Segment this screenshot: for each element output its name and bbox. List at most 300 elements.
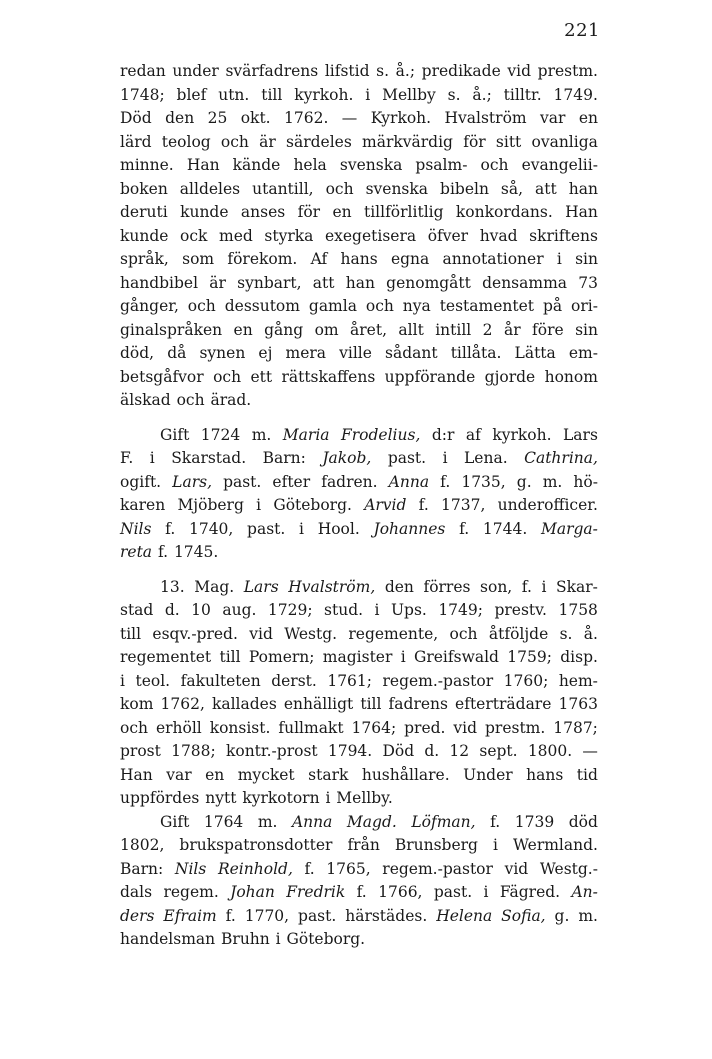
text-line	[120, 670, 598, 694]
italic-word: Marga-	[540, 519, 598, 538]
word: enhälligt	[283, 695, 354, 713]
italic-word: Lars,	[172, 472, 212, 491]
word: ovanliga	[531, 132, 598, 151]
word: är	[209, 273, 226, 292]
word: före	[532, 320, 564, 339]
word: prestm.	[537, 62, 598, 80]
italic-word: reta	[120, 543, 153, 561]
word: kyrkoh.	[294, 85, 354, 104]
word: dals	[120, 883, 153, 901]
word: fakulteten	[180, 671, 261, 690]
word: kontr.-prost	[225, 742, 318, 760]
word: s.	[447, 85, 461, 104]
word: och	[365, 297, 394, 315]
word: intill	[435, 320, 472, 339]
word: stud.	[324, 601, 364, 619]
word: densamma	[482, 273, 568, 292]
paragraph	[120, 60, 598, 413]
word: Gift	[160, 425, 190, 444]
word: fadren.	[321, 472, 378, 491]
word: Skarstad.	[171, 449, 247, 467]
text-line	[120, 84, 598, 108]
word: prestv.	[494, 601, 547, 619]
word: Wermland.	[512, 836, 598, 854]
italic-word: Maria	[282, 425, 330, 444]
word: för	[297, 203, 321, 221]
word: 1802,	[120, 836, 165, 854]
word: kom	[120, 695, 154, 713]
word: m.	[542, 472, 563, 491]
word: Fägred.	[499, 883, 561, 901]
italic-word: Efraim	[163, 906, 217, 925]
paragraph	[120, 424, 598, 565]
word: stark	[308, 765, 349, 784]
text-line	[120, 154, 598, 178]
text-line	[120, 471, 598, 495]
text-line	[120, 599, 598, 623]
word: g.	[516, 472, 532, 491]
text-line	[120, 717, 598, 741]
word: i	[256, 496, 262, 514]
word: prost	[120, 742, 161, 760]
word: past.	[247, 519, 286, 538]
word: ginalspråken	[120, 320, 223, 339]
word: kyrkoh.	[492, 425, 552, 444]
text-line	[120, 518, 598, 542]
italic-word: Frodelius,	[341, 425, 421, 444]
word: g.	[554, 906, 570, 925]
word: i	[541, 577, 547, 596]
word: Pomern;	[248, 648, 315, 666]
word: teolog	[161, 132, 211, 151]
word: död,	[120, 344, 155, 362]
word: i	[149, 449, 155, 467]
word: m.	[578, 906, 598, 925]
word: past.	[298, 906, 337, 925]
italic-word: Lars	[243, 577, 279, 596]
word: anses	[240, 203, 286, 221]
word: Han	[120, 765, 153, 784]
word: 13.	[160, 577, 185, 596]
word: 1762,	[160, 695, 205, 713]
text-line	[120, 858, 598, 882]
word: tid	[576, 765, 598, 784]
word: i	[483, 883, 489, 901]
word: i	[325, 789, 331, 807]
word: exegetisera	[324, 226, 417, 245]
word: å.;	[472, 85, 492, 104]
text-line	[120, 693, 598, 717]
italic-word: Magd.	[346, 812, 397, 831]
word: betsgåfvor	[120, 367, 204, 386]
word: uppförande	[384, 367, 476, 386]
word: var	[540, 109, 566, 127]
word: han	[345, 273, 375, 292]
word: ogift.	[120, 472, 162, 491]
word: hela	[293, 156, 327, 174]
word: vid	[504, 859, 529, 878]
word: erhöll	[155, 718, 202, 737]
text-line	[120, 811, 598, 835]
word: Han	[186, 156, 220, 174]
word: Skar-	[556, 577, 598, 596]
word: regementet	[120, 648, 212, 666]
word: Gift	[160, 812, 190, 831]
text-line	[120, 295, 598, 319]
text-line	[120, 494, 598, 518]
text-line	[120, 342, 598, 366]
word: f.	[165, 519, 176, 538]
word: till	[219, 648, 241, 666]
word: å.	[583, 624, 598, 643]
word: disp.	[560, 648, 598, 666]
word: Mag.	[194, 577, 235, 596]
paragraph-spacer	[120, 413, 598, 424]
word: 1748;	[120, 85, 165, 104]
word: deruti	[120, 203, 168, 221]
word: 1749;	[438, 601, 483, 619]
word: Ups.	[390, 601, 427, 619]
word: s.	[376, 62, 390, 80]
word: lifstid	[324, 62, 370, 80]
word: märkvärdig	[362, 132, 453, 151]
word: Greifswald	[413, 648, 499, 666]
word: 1762.	[284, 109, 329, 127]
word: mera	[285, 344, 327, 362]
word: dessutom	[224, 297, 300, 315]
word: gamla	[308, 297, 357, 315]
italic-word: Sofia,	[501, 906, 546, 925]
word: esqv.-pred.	[152, 624, 238, 643]
word: med	[219, 226, 253, 245]
word: handelsman	[120, 930, 216, 948]
word: utantill,	[252, 179, 314, 198]
word: predikade	[421, 62, 501, 80]
text-line	[120, 178, 598, 202]
word: Lätta	[514, 344, 556, 362]
word: ock	[180, 226, 208, 245]
word: en	[205, 765, 225, 784]
word: 1763	[558, 695, 598, 713]
body-text	[120, 60, 598, 952]
page-number: 221	[564, 20, 600, 41]
word: honom	[544, 367, 598, 386]
word: 1770,	[244, 906, 290, 925]
text-line	[120, 646, 598, 670]
word: regem.	[163, 883, 219, 901]
word: em-	[568, 344, 598, 362]
word: under	[172, 62, 219, 80]
word: är	[259, 132, 276, 151]
word: hushållare.	[361, 765, 450, 784]
word: vid	[507, 62, 532, 80]
word: sin	[575, 250, 598, 268]
word: förres	[423, 577, 471, 596]
text-line	[120, 576, 598, 600]
word: Mellby.	[336, 789, 393, 807]
word: då	[167, 344, 187, 362]
text-line	[120, 764, 598, 788]
text-line	[120, 881, 598, 905]
word: skriftens	[529, 226, 598, 245]
word: Hool.	[317, 519, 360, 538]
word: 1744.	[482, 519, 528, 538]
italic-word: An-	[571, 883, 598, 901]
word: f.	[418, 496, 429, 514]
word: f.	[356, 883, 367, 901]
word: derst.	[271, 671, 317, 690]
word: 1800.	[527, 742, 573, 760]
word: Kyrkoh.	[370, 109, 432, 127]
word: kallades	[211, 695, 277, 713]
word: af	[465, 425, 481, 444]
word: den	[384, 577, 414, 596]
word: hans	[340, 250, 378, 268]
word: i	[400, 648, 406, 666]
word: Göteborg.	[286, 930, 366, 948]
word: ej	[258, 344, 273, 362]
word: 1794.	[327, 742, 373, 760]
word: nya	[402, 297, 431, 315]
word: styrka	[264, 226, 314, 245]
italic-word: Nils	[174, 859, 207, 878]
word: 1749.	[553, 85, 598, 104]
italic-word: ders	[120, 906, 155, 925]
word: 1788;	[171, 742, 216, 760]
word: alldeles	[179, 179, 241, 198]
word: 1758	[558, 601, 598, 619]
word: svenska	[339, 156, 403, 174]
word: efterträdare	[455, 695, 552, 713]
word: evangelii-	[521, 156, 598, 174]
word: 12	[449, 742, 470, 760]
word: och	[120, 718, 148, 737]
word: från	[347, 836, 380, 854]
italic-word: Helena	[436, 906, 493, 925]
word: hvad	[479, 226, 518, 245]
text-line	[120, 60, 598, 84]
word: som	[182, 250, 215, 268]
word: och	[187, 297, 216, 315]
word: allt	[398, 320, 424, 339]
text-line	[120, 107, 598, 131]
word: brukspatronsdotter	[179, 836, 333, 854]
word: och	[220, 132, 249, 151]
word: att	[535, 179, 557, 198]
word: svenska	[365, 179, 429, 198]
word: konsist.	[209, 718, 271, 737]
word: rättskaffens	[281, 367, 376, 386]
word: åtföljde	[488, 624, 549, 643]
word: vid	[453, 718, 478, 737]
word: Barn:	[120, 859, 164, 878]
word: till	[360, 695, 382, 713]
word: tillförlitlig	[363, 203, 444, 221]
word: gånger,	[120, 297, 179, 315]
word: kunde	[120, 226, 169, 245]
word: och	[449, 624, 478, 643]
word: Han	[565, 203, 598, 221]
word: Westg.-	[539, 859, 598, 878]
word: så,	[500, 179, 524, 198]
italic-word: Johannes	[373, 519, 446, 538]
word: efter	[272, 472, 311, 491]
word: i	[275, 930, 281, 948]
word: Af	[310, 250, 328, 268]
word: Barn:	[262, 449, 306, 467]
word: och	[176, 391, 205, 409]
word: 1737,	[441, 496, 486, 514]
word: ori-	[571, 297, 598, 315]
word: kyrkotorn	[242, 789, 320, 807]
word: var	[166, 765, 192, 784]
word: 1760;	[503, 671, 549, 690]
word: 1724	[200, 425, 241, 444]
word: Hvalström	[444, 109, 527, 127]
word: 1739	[514, 812, 555, 831]
word: den	[165, 109, 195, 127]
word: 1764	[203, 812, 244, 831]
word: en	[578, 109, 598, 127]
word: 1735,	[461, 472, 506, 491]
word: d.	[164, 601, 180, 619]
text-line	[120, 623, 598, 647]
word: i	[120, 671, 125, 690]
word: 1759;	[507, 648, 552, 666]
word: år	[503, 320, 521, 339]
word: mycket	[237, 765, 295, 784]
word: Göteborg.	[273, 496, 352, 514]
word: okt.	[240, 109, 271, 127]
word: i	[442, 449, 448, 467]
italic-word: Jakob,	[322, 449, 372, 467]
word: tilltr.	[503, 85, 542, 104]
word: psalm-	[415, 156, 468, 174]
text-line	[120, 225, 598, 249]
word: regemente,	[348, 624, 439, 643]
word: 10	[191, 601, 211, 619]
word: älskad	[120, 391, 171, 409]
text-line	[120, 541, 598, 565]
word: m.	[251, 425, 272, 444]
text-line	[120, 928, 598, 952]
word: i	[493, 836, 498, 854]
word: annotationer	[442, 250, 544, 268]
word: f.	[440, 472, 451, 491]
word: språk,	[120, 250, 169, 268]
word: minne.	[120, 156, 174, 174]
word: —	[341, 109, 358, 127]
word: Under	[463, 765, 513, 784]
word: 1766,	[378, 883, 423, 901]
paragraph	[120, 576, 598, 952]
word: regem.-pastor	[382, 859, 493, 878]
italic-word: Reinhold,	[217, 859, 293, 878]
italic-word: Nils	[120, 519, 152, 538]
word: och	[480, 156, 509, 174]
italic-word: Arvid	[364, 496, 407, 514]
italic-word: Hvalström,	[288, 577, 376, 596]
word: ärad.	[210, 391, 252, 409]
word: 1745.	[173, 543, 219, 561]
word: f.	[490, 812, 501, 831]
word: f.	[459, 519, 470, 538]
word: testamentet	[439, 297, 535, 315]
word: teol.	[135, 671, 171, 690]
word: ett	[250, 367, 273, 386]
word: Mjöberg	[177, 496, 244, 514]
word: å.;	[395, 62, 416, 80]
word: ville	[339, 344, 372, 362]
word: Död	[120, 109, 152, 127]
word: redan	[120, 62, 166, 80]
word: 25	[207, 109, 228, 127]
word: f.	[225, 906, 236, 925]
word: stad	[120, 601, 154, 619]
word: om	[314, 320, 339, 339]
word: —	[582, 742, 598, 760]
word: boken	[120, 179, 168, 198]
word: han	[568, 179, 598, 198]
word: svärfadrens	[225, 62, 319, 80]
italic-word: Löfman,	[411, 812, 476, 831]
word: utn.	[218, 85, 250, 104]
word: i	[374, 601, 380, 619]
text-line	[120, 905, 598, 929]
word: 1765,	[326, 859, 371, 878]
word: Lars	[563, 425, 598, 444]
word: blef	[176, 85, 207, 104]
word: i	[299, 519, 304, 538]
text-line	[120, 834, 598, 858]
word: 1740,	[188, 519, 234, 538]
word: underofficer.	[497, 496, 598, 514]
text-line	[120, 248, 598, 272]
word: m.	[257, 812, 278, 831]
word: past.	[387, 449, 427, 467]
text-line	[120, 131, 598, 155]
word: 2	[482, 320, 493, 339]
text-line	[120, 424, 598, 448]
text-line	[120, 366, 598, 390]
word: d:r	[431, 425, 455, 444]
word: Bruhn	[221, 930, 270, 948]
text-line	[120, 272, 598, 296]
word: sitt	[495, 132, 522, 151]
word: Död	[382, 742, 415, 760]
word: s.	[559, 624, 573, 643]
word: hö-	[573, 472, 598, 491]
italic-word: Johan	[230, 883, 275, 901]
word: sin	[575, 320, 598, 339]
word: synbart,	[237, 273, 302, 292]
word: sept.	[479, 742, 518, 760]
word: i	[556, 250, 562, 268]
word: särdeles	[286, 132, 352, 151]
word: bibeln	[440, 179, 489, 198]
word: f.	[304, 859, 315, 878]
word: kunde	[180, 203, 229, 221]
word: f.	[521, 577, 532, 596]
word: f.	[157, 543, 169, 561]
word: d.	[424, 742, 440, 760]
word: 1764;	[351, 718, 397, 737]
text-line	[120, 740, 598, 764]
word: prestm.	[484, 718, 546, 737]
word: regem.-pastor	[382, 671, 494, 690]
word: för	[463, 132, 486, 151]
word: aug.	[222, 601, 257, 619]
